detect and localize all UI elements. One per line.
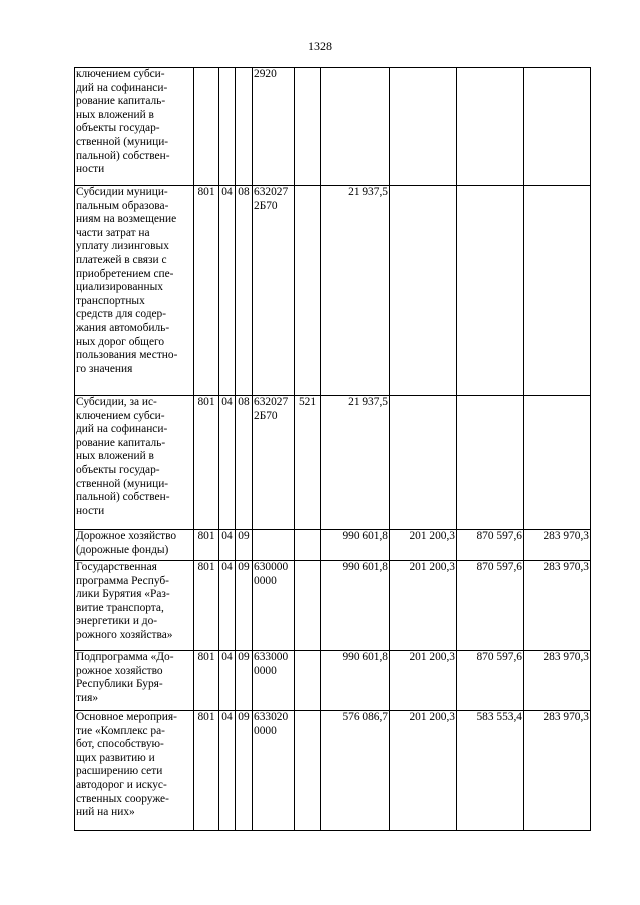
target-article-cell: [253, 396, 295, 530]
table-row: [75, 530, 591, 561]
amount-cell-4: 283 970,3: [524, 561, 591, 651]
row-name-cell: [75, 396, 194, 530]
amount-cell-3: 870 597,6: [457, 530, 524, 561]
target-article: 632027 2Б70: [254, 396, 289, 422]
section-cell: 04: [219, 396, 236, 530]
target-article: 632027 2Б70: [254, 186, 289, 212]
subsection-cell: 09: [236, 530, 253, 561]
target-article-cell: [253, 530, 295, 561]
amount-cell-4: 283 970,3: [524, 711, 591, 831]
amount-cell-4: 283 970,3: [524, 530, 591, 561]
row-name-cell: [75, 561, 194, 651]
amount-cell-4: [524, 186, 591, 396]
expense-type-cell: [295, 711, 321, 831]
row-name: Государственная программа Респуб- лики Бурятия «Раз- витие транспорта, энергетики и до- рожного хозяйства»: [76, 561, 173, 641]
amount-cell-3: 870 597,6: [457, 651, 524, 711]
amount-cell-1: 21 937,5: [321, 396, 390, 530]
target-article: 630000 0000: [254, 561, 289, 587]
subsection-cell: 08: [236, 396, 253, 530]
grbs-cell: 801: [194, 711, 219, 831]
subsection-cell: 09: [236, 561, 253, 651]
row-name-cell: [75, 530, 194, 561]
amount-cell-1: 990 601,8: [321, 530, 390, 561]
target-article-cell: [253, 561, 295, 651]
row-name: Субсидии муници- пальным образова- ниям на возмещение части затрат на уплату лизинговых платежей в связи с приобретением спе- циализированных транспортных средств для содер- жания автомобиль- ных дорог общего пользования местно- го значения: [76, 186, 178, 375]
amount-cell-4: 283 970,3: [524, 651, 591, 711]
target-article-cell: [253, 186, 295, 396]
grbs-cell: 801: [194, 651, 219, 711]
target-article: 633000 0000: [254, 651, 289, 677]
section-cell: 04: [219, 561, 236, 651]
amount-cell-2: 201 200,3: [390, 711, 457, 831]
target-article-cell: [253, 711, 295, 831]
expense-type-cell: [295, 651, 321, 711]
amount-cell-3: [457, 186, 524, 396]
table-row: [75, 711, 591, 831]
amount-cell-1: 21 937,5: [321, 186, 390, 396]
expense-type-cell: [295, 186, 321, 396]
section-cell: 04: [219, 651, 236, 711]
amount-cell-3: [457, 396, 524, 530]
row-name: Дорожное хозяйство (дорожные фонды): [76, 530, 177, 556]
table-row: [75, 561, 591, 651]
amount-cell-1: [321, 68, 390, 186]
amount-cell-1: 576 086,7: [321, 711, 390, 831]
target-article-cell: [253, 651, 295, 711]
subsection-cell: 09: [236, 711, 253, 831]
row-name: Субсидии, за ис- ключением субси- дий на софинанси- рование капиталь- ных вложений в объекты государ- ственной (муници- пальной) собствен- ности: [76, 396, 170, 517]
amount-cell-3: 583 553,4: [457, 711, 524, 831]
grbs-cell: [194, 68, 219, 186]
expense-type-cell: [295, 561, 321, 651]
grbs-cell: 801: [194, 530, 219, 561]
row-name-cell: [75, 186, 194, 396]
section-cell: 04: [219, 186, 236, 396]
grbs-cell: 801: [194, 186, 219, 396]
table-row: [75, 651, 591, 711]
table-body: [75, 68, 591, 831]
amount-cell-2: 201 200,3: [390, 561, 457, 651]
table-row: [75, 68, 591, 186]
row-name: ключением субси- дий на софинанси- рование капиталь- ных вложений в объекты государ- ственной (муници- пальной) собствен- ности: [76, 68, 170, 176]
amount-cell-4: [524, 396, 591, 530]
section-cell: [219, 68, 236, 186]
section-cell: 04: [219, 711, 236, 831]
grbs-cell: 801: [194, 396, 219, 530]
budget-table: [74, 67, 591, 831]
amount-cell-2: [390, 68, 457, 186]
row-name: Подпрограмма «До- рожное хозяйство Республики Буря- тия»: [76, 651, 174, 704]
amount-cell-3: 870 597,6: [457, 561, 524, 651]
target-article-cell: [253, 68, 295, 186]
amount-cell-2: [390, 396, 457, 530]
target-article: 633020 0000: [254, 711, 289, 737]
amount-cell-1: 990 601,8: [321, 651, 390, 711]
amount-cell-2: [390, 186, 457, 396]
amount-cell-3: [457, 68, 524, 186]
expense-type-cell: 521: [295, 396, 321, 530]
row-name-cell: [75, 651, 194, 711]
row-name-cell: [75, 711, 194, 831]
table-row: [75, 396, 591, 530]
amount-cell-4: [524, 68, 591, 186]
page-number: 1328: [308, 39, 332, 53]
amount-cell-1: 990 601,8: [321, 561, 390, 651]
expense-type-cell: [295, 530, 321, 561]
amount-cell-2: 201 200,3: [390, 651, 457, 711]
subsection-cell: 08: [236, 186, 253, 396]
table-row: [75, 186, 591, 396]
subsection-cell: 09: [236, 651, 253, 711]
expense-type-cell: [295, 68, 321, 186]
grbs-cell: 801: [194, 561, 219, 651]
row-name-cell: [75, 68, 194, 186]
row-name: Основное мероприя- тие «Комплекс ра- бот, способствую- щих развитию и расширению сети автодорог и искус- ственных сооруже- ний на них»: [76, 711, 177, 819]
section-cell: 04: [219, 530, 236, 561]
subsection-cell: [236, 68, 253, 186]
target-article: 2920: [254, 68, 277, 80]
amount-cell-2: 201 200,3: [390, 530, 457, 561]
